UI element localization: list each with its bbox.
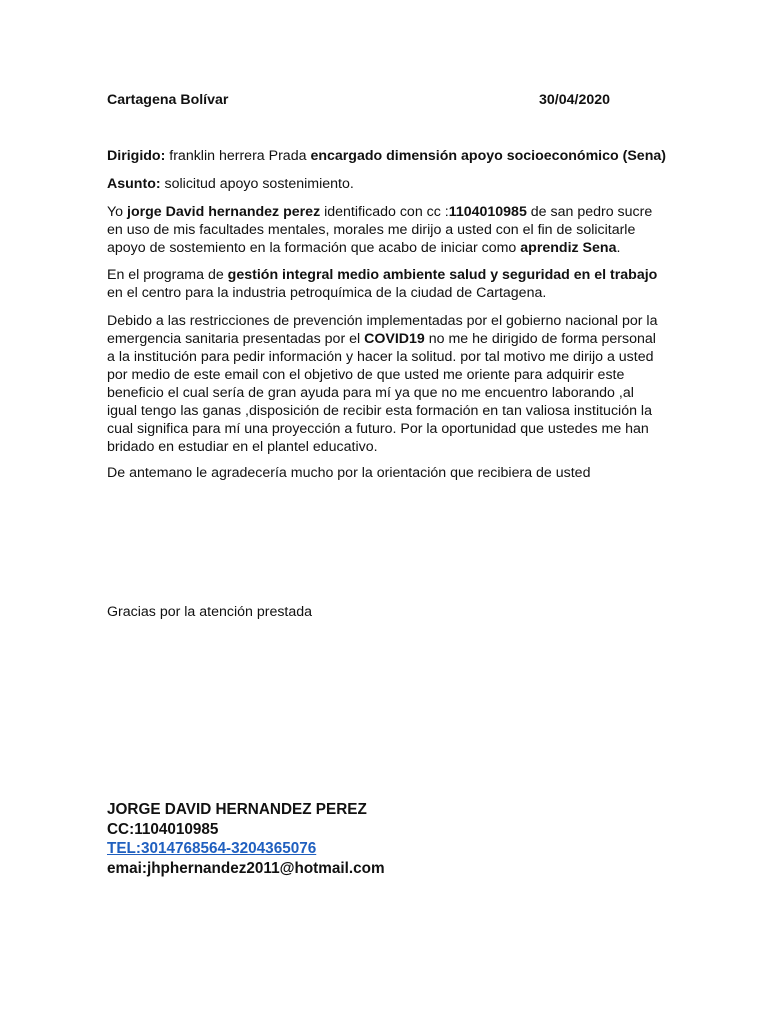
signature-cc: CC:1104010985: [107, 820, 219, 838]
paragraph-intro: [107, 203, 667, 257]
paragraph-reason: [107, 312, 667, 456]
subject-label: Asunto:: [107, 176, 161, 192]
paragraph-program-text: En el programa de: [107, 267, 228, 283]
header-date: 30/04/2020: [539, 92, 611, 108]
program-name-inline: gestión integral medio ambiente salud y seguridad en el trabajo: [227, 267, 658, 283]
signature-email: emai:jhphernandez2011@hotmail.com: [107, 859, 385, 877]
addressee-role: encargado dimensión apoyo socioeconómico (Sena): [310, 148, 666, 164]
sender-name-inline: jorge David hernandez perez: [127, 204, 321, 220]
subject-line: [107, 175, 667, 193]
paragraph-reason-text: no me he dirigido de forma personal a la institución para pedir información y hacer la solitud. por tal motivo me dirijo a usted por medio de este email con el objetivo de que usted me oriente para adquirir este beneficio el cual sería de gran ayuda para mí ya que no me encuentro laborando ,al igual tengo las ganas ,disposición de recibir esta formación en tan valiosa institución la cual significa para mí una proyección a futuro. Por la oportunidad que ustedes me han bridado en estudiar en el plantel educativo.: [107, 331, 656, 455]
paragraph-intro-text: de san pedro sucre en uso de mis facultades mentales, morales me dirijo a usted con el fin de solicitarle apoyo de sostemiento en la formación que acabo de iniciar como: [107, 204, 653, 256]
covid-inline: COVID19: [364, 331, 425, 347]
sender-role-inline: aprendiz Sena: [520, 240, 617, 256]
paragraph-intro-text: Yo: [107, 204, 127, 220]
paragraph-thanks: De antemano le agradecería mucho por la orientación que recibiera de usted: [107, 465, 591, 481]
signature-name: JORGE DAVID HERNANDEZ PEREZ: [107, 801, 367, 818]
paragraph-reason-text: Debido a las restricciones de prevención implementadas por el gobierno nacional por la emergencia sanitaria presentadas por el: [107, 313, 658, 347]
header-place: Cartagena Bolívar: [107, 92, 229, 108]
paragraph-program: [107, 266, 667, 302]
sender-id-inline: 1104010985: [448, 204, 527, 220]
addressee-name: franklin herrera Prada: [165, 148, 311, 164]
paragraph-program-text: en el centro para la industria petroquímica de la ciudad de Cartagena.: [107, 285, 547, 301]
paragraph-intro-text: .: [616, 240, 621, 256]
paragraph-intro-text: identificado con cc :: [320, 204, 449, 220]
addressee-label: Dirigido:: [107, 148, 166, 164]
closing-line: Gracias por la atención prestada: [107, 604, 313, 620]
addressee-line: [107, 147, 707, 165]
signature-tel-link[interactable]: TEL:3014768564-3204365076: [107, 840, 317, 857]
subject-text: solicitud apoyo sostenimiento.: [160, 176, 354, 192]
